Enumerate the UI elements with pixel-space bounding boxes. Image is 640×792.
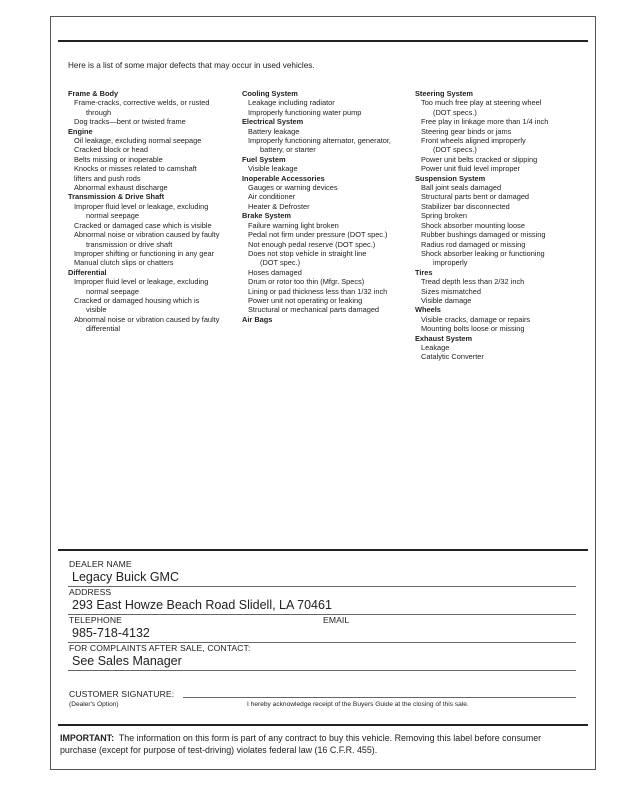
defect-item: Leakage including radiator xyxy=(248,98,335,108)
defect-item: Ball joint seals damaged xyxy=(421,183,502,193)
defect-item: normal seepage xyxy=(86,286,140,296)
defect-item: Rubber bushings damaged or missing xyxy=(421,230,546,240)
defect-item: Improper fluid level or leakage, excluding xyxy=(74,201,209,211)
complaints-line xyxy=(68,670,576,671)
defect-item: Power unit belts cracked or slipping xyxy=(421,154,538,164)
defect-item: Visible leakage xyxy=(248,164,298,174)
defect-category-heading: Suspension System xyxy=(415,173,486,183)
defect-item: Free play in linkage more than 1/4 inch xyxy=(421,117,549,127)
dealer-section-rule xyxy=(58,549,588,551)
defects-column-3 xyxy=(415,89,548,362)
dealer-name-label: DEALER NAME xyxy=(69,559,132,569)
defect-item: Hoses damaged xyxy=(248,267,302,277)
acknowledge-text: I hereby acknowledge receipt of the Buyers Guide at the closing of this sale. xyxy=(247,701,469,708)
defect-item: Knocks or misses related to camshaft xyxy=(74,164,197,174)
defect-item: Stabilizer bar disconnected xyxy=(421,201,510,211)
defect-item: Cracked or damaged case which is visible xyxy=(74,220,212,230)
defect-item: Improperly functioning alternator, generator, xyxy=(248,136,391,146)
defect-item: Sizes mismatched xyxy=(421,286,481,296)
defect-item: differential xyxy=(86,324,120,334)
defect-item: Front wheels aligned improperly xyxy=(421,136,526,146)
defect-item: Abnormal exhaust discharge xyxy=(74,183,168,193)
defect-item: Catalytic Converter xyxy=(421,352,484,362)
defect-item: Lining or pad thickness less than 1/32 inch xyxy=(248,286,388,296)
defect-item: Dog tracks—bent or twisted frame xyxy=(74,117,186,127)
defect-item: (DOT spec.) xyxy=(260,258,301,268)
complaints-label: FOR COMPLAINTS AFTER SALE, CONTACT: xyxy=(69,643,251,653)
important-label: IMPORTANT: xyxy=(60,733,115,743)
defect-item: Power unit fluid level improper xyxy=(421,164,520,174)
defect-category-heading: Frame & Body xyxy=(68,89,119,98)
defect-item: Cracked or damaged housing which is xyxy=(74,295,200,305)
defect-item: Heater & Defroster xyxy=(248,201,310,211)
defect-item: Visible cracks, damage or repairs xyxy=(421,314,531,324)
defect-category-heading: Tires xyxy=(415,267,433,277)
defect-item: Battery leakage xyxy=(248,126,300,136)
defect-category-heading: Wheels xyxy=(415,305,441,315)
defect-item: Oil leakage, excluding normal seepage xyxy=(74,136,202,146)
defect-item: Structural or mechanical parts damaged xyxy=(248,305,380,315)
defect-item: battery, or starter xyxy=(260,145,316,155)
address-label: ADDRESS xyxy=(69,587,112,597)
defects-column-1 xyxy=(68,89,219,334)
defect-category-heading: Inoperable Accessories xyxy=(242,173,325,183)
dealer-name-line xyxy=(68,586,576,587)
defect-item: Improper fluid level or leakage, excluding xyxy=(74,277,209,287)
defect-item: improperly xyxy=(433,258,468,268)
defect-category-heading: Steering System xyxy=(415,89,473,98)
customer-signature-line[interactable] xyxy=(183,697,576,698)
customer-signature-label: CUSTOMER SIGNATURE: xyxy=(69,689,175,699)
defect-item: Spring broken xyxy=(421,211,468,221)
dealers-option-note: (Dealer's Option) xyxy=(69,701,119,708)
defect-item: Air conditioner xyxy=(248,192,296,202)
defect-item: Tread depth less than 2/32 inch xyxy=(421,277,525,287)
defect-category-heading: Differential xyxy=(68,267,107,277)
defect-item: Failure warning light broken xyxy=(248,220,339,230)
defect-item: Shock absorber mounting loose xyxy=(421,220,525,230)
defect-item: Pedal not firm under pressure (DOT spec.) xyxy=(248,230,388,240)
defect-item: (DOT specs.) xyxy=(433,107,477,117)
defect-item: Manual clutch slips or chatters xyxy=(74,258,174,268)
defect-item: Improperly functioning water pump xyxy=(248,107,362,117)
defect-item: Power unit not operating or leaking xyxy=(248,295,363,305)
defect-category-heading: Exhaust System xyxy=(415,333,473,343)
defect-item: Structural parts bent or damaged xyxy=(421,192,530,202)
defect-item: Drum or rotor too thin (Mfgr. Specs) xyxy=(248,277,365,287)
top-rule xyxy=(58,40,588,42)
defect-item: Abnormal noise or vibration caused by faulty xyxy=(74,314,220,324)
dealer-name-value: Legacy Buick GMC xyxy=(72,570,179,584)
defect-item: Gauges or warning devices xyxy=(248,183,338,193)
defect-item: through xyxy=(86,107,112,117)
defect-category-heading: Air Bags xyxy=(242,314,273,324)
defects-intro: Here is a list of some major defects that may occur in used vehicles. xyxy=(68,61,315,70)
defect-item: Steering gear binds or jams xyxy=(421,126,512,136)
address-value: 293 East Howze Beach Road Slidell, LA 70461 xyxy=(72,598,332,612)
defect-item: Too much free play at steering wheel xyxy=(421,98,542,108)
defect-category-heading: Transmission & Drive Shaft xyxy=(68,192,165,202)
email-label: EMAIL xyxy=(323,615,350,625)
defect-item: Frame-cracks, corrective welds, or rusted xyxy=(74,98,210,108)
defect-item: Belts missing or inoperable xyxy=(74,154,163,164)
complaints-value: See Sales Manager xyxy=(72,654,182,668)
defect-item: Cracked block or head xyxy=(74,145,148,155)
defect-category-heading: Cooling System xyxy=(242,89,298,98)
defects-column-2 xyxy=(242,89,391,324)
defect-item: (DOT specs.) xyxy=(433,145,477,155)
address-line xyxy=(68,614,576,615)
defect-item: Shock absorber leaking or functioning xyxy=(421,248,545,258)
defect-item: Mounting bolts loose or missing xyxy=(421,324,525,334)
defect-item: Visible damage xyxy=(421,295,472,305)
defect-item: visible xyxy=(86,305,107,315)
telephone-value: 985-718-4132 xyxy=(72,626,150,640)
defect-item: Not enough pedal reserve (DOT spec.) xyxy=(248,239,376,249)
defect-item: Radius rod damaged or missing xyxy=(421,239,526,249)
defect-item: Abnormal noise or vibration caused by faulty xyxy=(74,230,220,240)
important-text: The information on this form is part of any contract to buy this vehicle. Removing this label before consumer purchase (except for purpose of test-driving) violates federal law (16 C.F.R. 455). xyxy=(60,733,542,755)
defect-category-heading: Fuel System xyxy=(242,154,286,164)
defect-item: lifters and push rods xyxy=(74,173,141,183)
important-rule xyxy=(58,724,588,726)
defect-item: transmission or drive shaft xyxy=(86,239,173,249)
important-notice xyxy=(60,733,580,756)
defect-category-heading: Engine xyxy=(68,126,93,136)
defect-item: Leakage xyxy=(421,342,450,352)
telephone-label: TELEPHONE xyxy=(69,615,122,625)
defect-item: Improper shifting or functioning in any gear xyxy=(74,248,215,258)
defect-item: Does not stop vehicle in straight line xyxy=(248,248,367,258)
defect-item: normal seepage xyxy=(86,211,140,221)
defect-category-heading: Electrical System xyxy=(242,117,304,127)
defect-category-heading: Brake System xyxy=(242,211,291,221)
